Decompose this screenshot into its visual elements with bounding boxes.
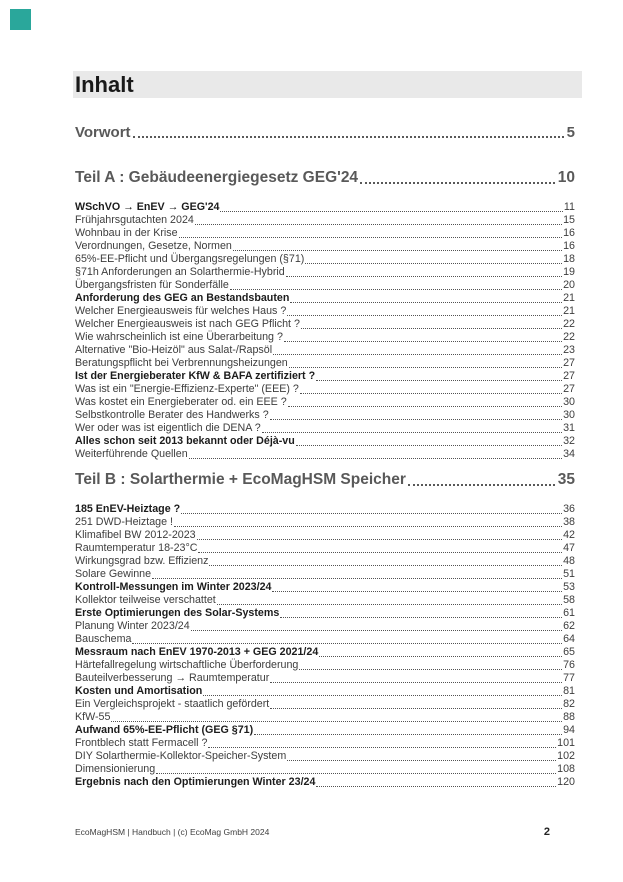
toc-entry-label: Verordnungen, Gesetze, Normen (75, 240, 232, 252)
toc-entry-label: Messraum nach EnEV 1970-2013 + GEG 2021/24 (75, 646, 319, 658)
toc-entry-label: Wirkungsgrad bzw. Effizienz (75, 555, 209, 567)
toc-entry-label: Wer oder was ist eigentlich die DENA ? (75, 422, 261, 434)
toc-entry-page-number: 61 (563, 607, 575, 619)
dot-leader (316, 380, 562, 381)
toc-entry-page-number: 27 (563, 383, 575, 395)
toc-entry (75, 711, 575, 724)
toc-vorwort (75, 124, 575, 142)
toc-entry-label: §71h Anforderungen an Solarthermie-Hybrid (75, 266, 285, 278)
toc-entry-label: Alternative "Bio-Heizöl" aus Salat-/Rapsöl (75, 344, 273, 356)
toc-entry-label: Erste Optimierungen des Solar-Systems (75, 607, 280, 619)
dot-leader (181, 513, 562, 514)
dot-leader (197, 539, 563, 540)
toc-entry-page-number: 64 (563, 633, 575, 645)
toc-entry (75, 214, 575, 227)
toc-entry (75, 253, 575, 266)
dot-leader (296, 445, 562, 446)
toc-entry (75, 305, 575, 318)
toc-entry-page-number: 27 (563, 370, 575, 382)
page-number: 2 (543, 826, 550, 838)
toc-entry (75, 503, 575, 516)
toc-entry-label: DIY Solarthermie-Kollektor-Speicher-System (75, 750, 287, 762)
dot-leader (220, 211, 562, 212)
toc-entry-label: Frühjahrsgutachten 2024 (75, 214, 194, 226)
page-footer (75, 826, 575, 838)
toc-entry (75, 633, 575, 646)
toc-entry-page-number: 77 (563, 672, 575, 684)
page-title: Inhalt (73, 71, 582, 98)
toc-entry-page-number: 53 (563, 581, 575, 593)
footer-text: EcoMagHSM | Handbuch | (c) EcoMag GmbH 2024 (75, 827, 270, 837)
dot-leader (217, 604, 562, 605)
toc-entry (75, 344, 575, 357)
dot-leader (174, 526, 562, 527)
toc-vorwort-label: Vorwort (75, 124, 131, 141)
toc-entry (75, 594, 575, 607)
toc-entry-page-number: 30 (563, 409, 575, 421)
toc-entry-label: Kontroll-Messungen im Winter 2023/24 (75, 581, 272, 593)
toc-entry (75, 279, 575, 292)
toc-entry-page-number: 20 (563, 279, 575, 291)
toc-entry-page-number: 58 (563, 594, 575, 606)
toc-entry-label: Klimafibel BW 2012-2023 (75, 529, 196, 541)
toc-entry-label: Raumtemperatur 18-23°C (75, 542, 198, 554)
toc-entry-label: 251 DWD-Heiztage ! (75, 516, 174, 528)
toc-entry-label: Ergebnis nach den Optimierungen Winter 23/24 (75, 776, 316, 788)
toc-entry-page-number: 23 (563, 344, 575, 356)
toc-entry-label: KfW-55 (75, 711, 111, 723)
dot-leader (189, 458, 562, 459)
toc-entry (75, 422, 575, 435)
toc-entry-page-number: 81 (563, 685, 575, 697)
toc-entry-page-number: 11 (563, 201, 575, 213)
dot-leader (254, 734, 562, 735)
toc-entry (75, 724, 575, 737)
toc-entry (75, 581, 575, 594)
dot-leader (273, 354, 562, 355)
toc-entry-page-number: 32 (563, 435, 575, 447)
toc-entry-label: Was kostet ein Energieberater od. ein EEE ? (75, 396, 287, 408)
toc-entry (75, 331, 575, 344)
toc-entry-page-number: 51 (563, 568, 575, 580)
toc-entry (75, 763, 575, 776)
toc-entry (75, 750, 575, 763)
toc-section-heading (75, 168, 575, 188)
toc-entry-page-number: 22 (563, 318, 575, 330)
toc-entry (75, 516, 575, 529)
dot-leader (111, 721, 562, 722)
toc-entry (75, 646, 575, 659)
dot-leader (262, 432, 562, 433)
toc-entry-label: Weiterführende Quellen (75, 448, 188, 460)
toc-section-heading (75, 470, 575, 490)
toc-entry-page-number: 30 (563, 396, 575, 408)
toc-entry (75, 607, 575, 620)
toc-entry (75, 737, 575, 750)
toc-entry (75, 529, 575, 542)
toc-entry-label: Wohnbau in der Krise (75, 227, 178, 239)
dot-leader (152, 578, 562, 579)
toc-entry-label: Ist der Energieberater KfW & BAFA zertifiziert ? (75, 370, 316, 382)
toc-entry-label: Wie wahrscheinlich ist eine Überarbeitung ? (75, 331, 283, 343)
teal-corner-marker (10, 9, 31, 30)
toc-entry-label: Dimensionierung (75, 763, 156, 775)
toc-entry-label: 65%-EE-Pflicht und Übergangsregelungen (§71) (75, 253, 305, 265)
toc-entry (75, 685, 575, 698)
toc-entry-label: Härtefallregelung wirtschaftliche Überforderung (75, 659, 299, 671)
dot-leader (233, 250, 562, 251)
toc-entry-label: Was ist ein "Energie-Effizienz-Experte" (EEE) ? (75, 383, 299, 395)
toc-entry-page-number: 22 (563, 331, 575, 343)
toc-section-heading-page-number: 35 (557, 471, 575, 488)
toc-entry-label: Kosten und Amortisation (75, 685, 203, 697)
dot-leader (319, 656, 562, 657)
dot-leader (270, 682, 562, 683)
dot-leader (209, 565, 562, 566)
toc-entry-page-number: 19 (563, 266, 575, 278)
toc-section-heading-page-number: 10 (557, 169, 575, 186)
toc-entry-label: Ein Vergleichsprojekt - staatlich gefördert (75, 698, 270, 710)
toc-entry-page-number: 47 (563, 542, 575, 554)
toc-entry (75, 396, 575, 409)
toc-entry-label: Frontblech statt Fermacell ? (75, 737, 208, 749)
dot-leader (280, 617, 562, 618)
dot-leader (305, 263, 562, 264)
toc-entry-page-number: 62 (563, 620, 575, 632)
toc-entry (75, 448, 575, 461)
toc-entry (75, 409, 575, 422)
toc-entry-page-number: 31 (563, 422, 575, 434)
toc-entry (75, 370, 575, 383)
dot-leader (299, 669, 562, 670)
dot-leader (191, 630, 562, 631)
dot-leader (133, 136, 564, 138)
toc-entry-page-number: 101 (557, 737, 575, 749)
toc-entry-label: Aufwand 65%-EE-Pflicht (GEG §71) (75, 724, 254, 736)
dot-leader (290, 302, 562, 303)
toc-entry (75, 357, 575, 370)
dot-leader (230, 289, 562, 290)
toc-entry-label: Beratungspflicht bei Verbrennungsheizungen (75, 357, 288, 369)
toc-entry-page-number: 18 (563, 253, 575, 265)
toc-entry-label: Alles schon seit 2013 bekannt oder Déjà-vu (75, 435, 295, 447)
toc-entry (75, 542, 575, 555)
toc-entry (75, 672, 575, 685)
dot-leader (287, 315, 562, 316)
toc-entry (75, 698, 575, 711)
toc-entry-page-number: 48 (563, 555, 575, 567)
toc-entry-page-number: 38 (563, 516, 575, 528)
toc-entry-page-number: 76 (563, 659, 575, 671)
table-of-contents (75, 124, 575, 798)
toc-entry-page-number: 65 (563, 646, 575, 658)
toc-entry-label: Welcher Energieausweis ist nach GEG Pflicht ? (75, 318, 300, 330)
dot-leader (195, 224, 562, 225)
toc-entry-page-number: 15 (563, 214, 575, 226)
dot-leader (288, 406, 562, 407)
dot-leader (208, 747, 556, 748)
toc-entry (75, 318, 575, 331)
toc-entry-page-number: 94 (563, 724, 575, 736)
toc-entry-page-number: 102 (557, 750, 575, 762)
toc-entry-label: Planung Winter 2023/24 (75, 620, 190, 632)
toc-entry-page-number: 82 (563, 698, 575, 710)
toc-entry-page-number: 42 (563, 529, 575, 541)
toc-entry (75, 659, 575, 672)
toc-vorwort-page-number: 5 (566, 124, 575, 141)
toc-entry-page-number: 21 (563, 305, 575, 317)
dot-leader (198, 552, 562, 553)
toc-entry-label: Bauschema (75, 633, 132, 645)
dot-leader (286, 276, 562, 277)
toc-entry-label: Solare Gewinne (75, 568, 152, 580)
toc-section-list (75, 503, 575, 789)
dot-leader (270, 419, 562, 420)
dot-leader (270, 708, 562, 709)
dot-leader (301, 328, 562, 329)
toc-section-heading-label: Teil A : Gebäudeenergiegesetz GEG'24 (75, 169, 359, 186)
dot-leader (272, 591, 562, 592)
toc-entry-page-number: 120 (557, 776, 575, 788)
toc-entry-label: WSchVO → EnEV → GEG'24 (75, 201, 220, 213)
dot-leader (408, 484, 555, 486)
dot-leader (203, 695, 562, 696)
dot-leader (179, 237, 563, 238)
toc-entry (75, 568, 575, 581)
dot-leader (132, 643, 562, 644)
toc-entry-label: Übergangsfristen für Sonderfälle (75, 279, 229, 291)
toc-entry (75, 266, 575, 279)
toc-entry-page-number: 21 (563, 292, 575, 304)
toc-section-list (75, 201, 575, 461)
toc-entry-page-number: 36 (563, 503, 575, 515)
toc-entry-page-number: 16 (563, 227, 575, 239)
toc-entry (75, 620, 575, 633)
toc-entry-page-number: 34 (563, 448, 575, 460)
dot-leader (300, 393, 562, 394)
dot-leader (289, 367, 562, 368)
toc-entry (75, 383, 575, 396)
dot-leader (284, 341, 562, 342)
toc-entry (75, 201, 575, 214)
toc-entry-label: Welcher Energieausweis für welches Haus ? (75, 305, 287, 317)
toc-section-heading-label: Teil B : Solarthermie + EcoMagHSM Speicher (75, 471, 406, 488)
toc-entry (75, 292, 575, 305)
toc-entry-page-number: 27 (563, 357, 575, 369)
toc-entry (75, 555, 575, 568)
toc-entry-label: Selbstkontrolle Berater des Handwerks ? (75, 409, 269, 421)
toc-entry (75, 227, 575, 240)
toc-entry-page-number: 108 (557, 763, 575, 775)
toc-entry-page-number: 88 (563, 711, 575, 723)
toc-entry-label: Kollektor teilweise verschattet (75, 594, 216, 606)
toc-entry-label: Anforderung des GEG an Bestandsbauten (75, 292, 290, 304)
toc-entry (75, 240, 575, 253)
dot-leader (287, 760, 556, 761)
toc-entry-page-number: 16 (563, 240, 575, 252)
toc-entry-label: 185 EnEV-Heiztage ? (75, 503, 181, 515)
dot-leader (316, 786, 556, 787)
toc-entry-label: Bauteilverbesserung → Raumtemperatur (75, 672, 270, 684)
dot-leader (360, 182, 555, 184)
toc-entry (75, 776, 575, 789)
dot-leader (156, 773, 556, 774)
toc-entry (75, 435, 575, 448)
